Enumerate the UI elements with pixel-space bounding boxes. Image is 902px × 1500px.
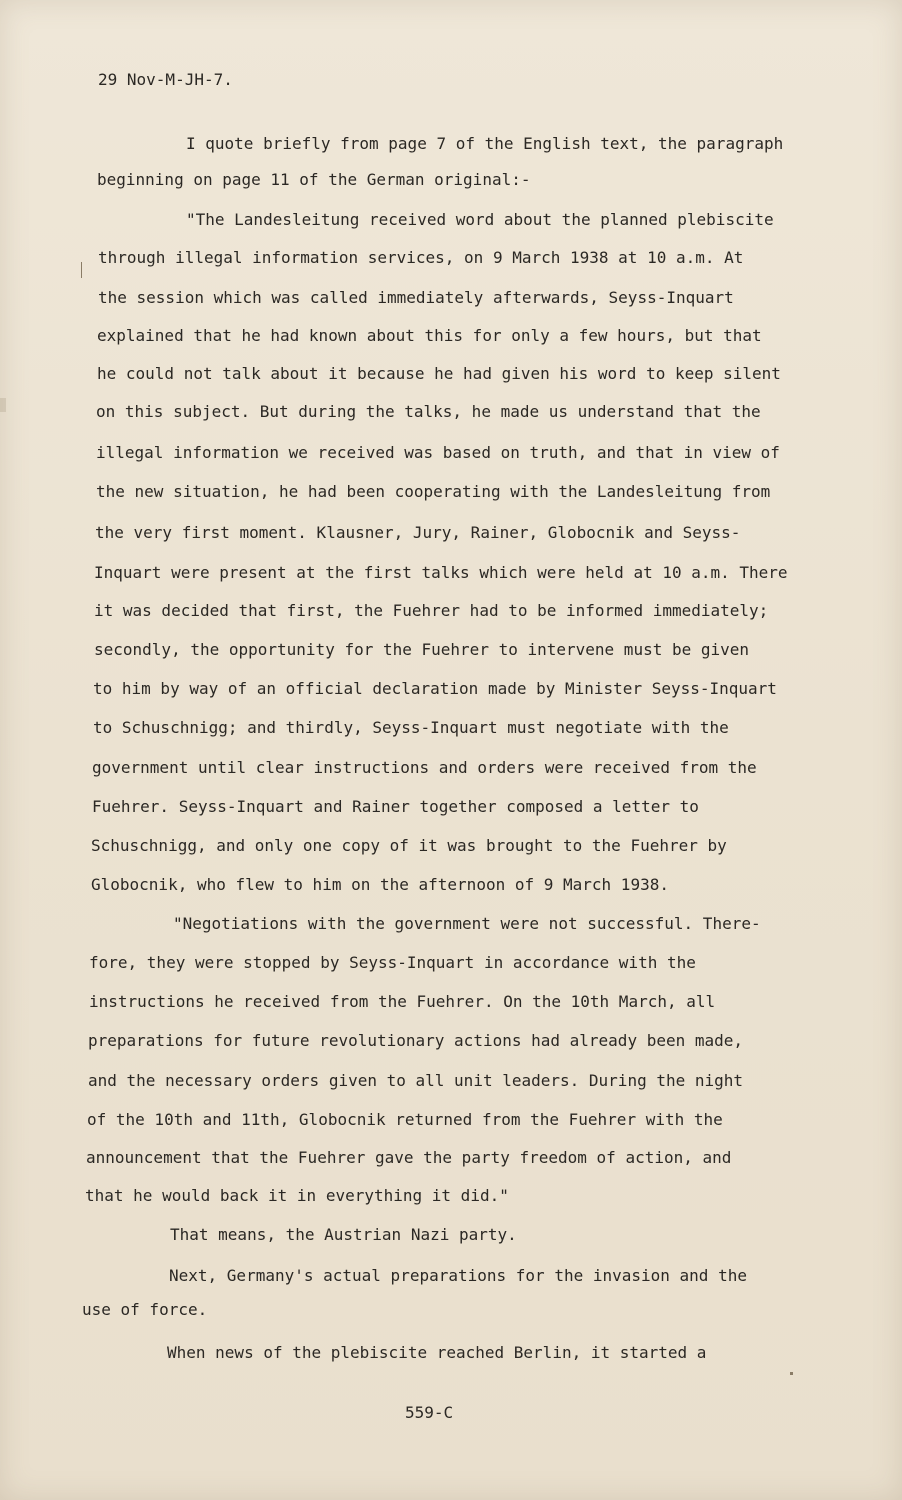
text-line: Globocnik, who flew to him on the afternoon of 9 March 1938. [91,875,669,894]
margin-mark [81,262,82,278]
text-line: I quote briefly from page 7 of the English text, the paragraph [186,134,784,153]
page-number: 559-C [405,1403,454,1422]
text-line: to Schuschnigg; and thirdly, Seyss-Inquart must negotiate with the [93,718,729,737]
text-line: fore, they were stopped by Seyss-Inquart in accordance with the [89,953,696,972]
text-line: through illegal information services, on 9 March 1938 at 10 a.m. At [98,248,744,267]
text-line: the session which was called immediately afterwards, Seyss-Inquart [98,288,734,307]
text-line: "The Landesleitung received word about the planned plebiscite [186,210,774,229]
text-line: that he would back it in everything it did." [85,1186,509,1205]
text-line: Next, Germany's actual preparations for the invasion and the [169,1266,747,1285]
text-line: explained that he had known about this for only a few hours, but that [97,326,762,345]
text-line: use of force. [82,1300,208,1319]
text-line: Fuehrer. Seyss-Inquart and Rainer together composed a letter to [92,797,699,816]
speck-mark [790,1372,793,1375]
text-line: illegal information we received was based on truth, and that in view of [96,443,780,462]
text-line: preparations for future revolutionary actions had already been made, [88,1031,744,1050]
text-line: "Negotiations with the government were not successful. There- [173,914,761,933]
page-reference: 29 Nov-M-JH-7. [98,70,233,89]
text-line: That means, the Austrian Nazi party. [170,1225,517,1244]
staple-mark [0,398,6,412]
text-line: government until clear instructions and orders were received from the [92,758,757,777]
text-line: beginning on page 11 of the German original:- [97,170,531,189]
text-line: announcement that the Fuehrer gave the party freedom of action, and [86,1148,732,1167]
text-line: When news of the plebiscite reached Berlin, it started a [167,1343,707,1362]
text-line: of the 10th and 11th, Globocnik returned from the Fuehrer with the [87,1110,723,1129]
text-line: Inquart were present at the first talks which were held at 10 a.m. There [94,563,788,582]
text-line: and the necessary orders given to all unit leaders. During the night [88,1071,744,1090]
text-line: Schuschnigg, and only one copy of it was brought to the Fuehrer by [91,836,727,855]
text-line: instructions he received from the Fuehrer. On the 10th March, all [89,992,716,1011]
text-line: secondly, the opportunity for the Fuehrer to intervene must be given [94,640,750,659]
text-line: it was decided that first, the Fuehrer had to be informed immediately; [94,601,769,620]
text-line: he could not talk about it because he had given his word to keep silent [97,364,781,383]
text-line: to him by way of an official declaration made by Minister Seyss-Inquart [93,679,777,698]
text-line: on this subject. But during the talks, he made us understand that the [96,402,761,421]
text-line: the new situation, he had been cooperating with the Landesleitung from [96,482,771,501]
text-line: the very first moment. Klausner, Jury, Rainer, Globocnik and Seyss- [95,523,741,542]
